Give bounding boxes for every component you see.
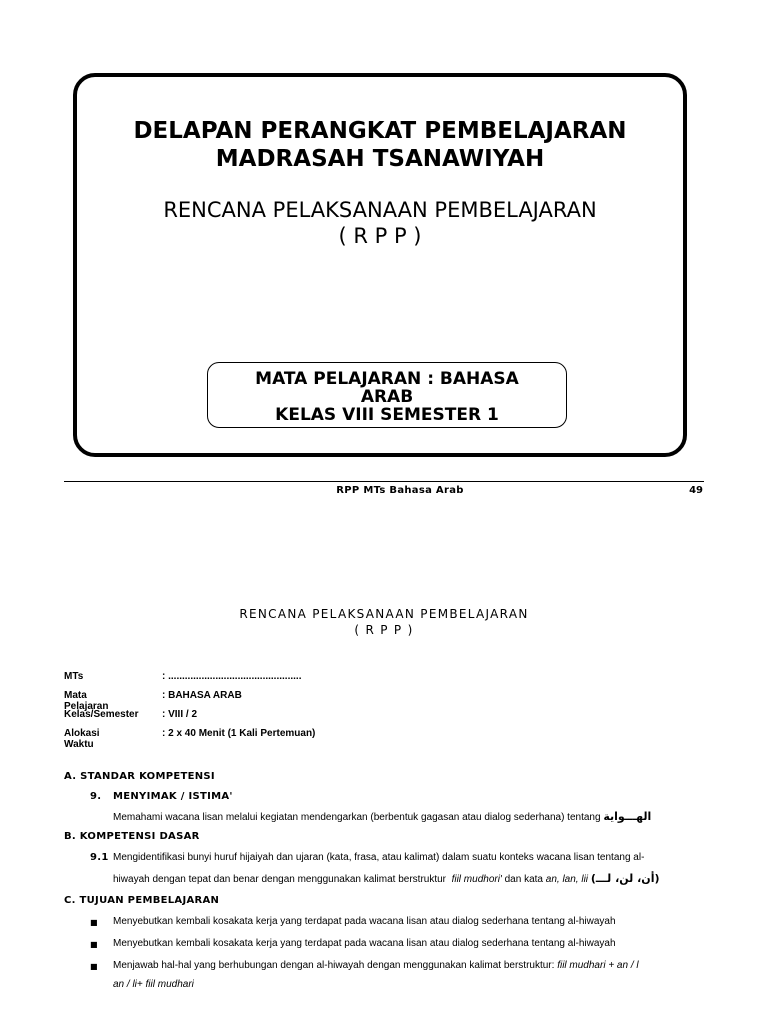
info-key: MTs (64, 671, 84, 682)
objective-item: Menyebutkan kembali kosakata kerja yang terdapat pada wacana lisan atau dialog sederhana tentang al-hiwayah (113, 916, 616, 927)
info-value: : VIII / 2 (162, 709, 198, 720)
footer-divider (64, 481, 704, 482)
section-b-term-an-lan: an, lan, lii (545, 874, 589, 885)
subject-line2: ARAB (360, 387, 414, 407)
document-title-line2: ( R P P ) (354, 623, 414, 637)
document-title-line1: RENCANA PELAKSANAAN PEMBELAJARAN (239, 607, 529, 621)
section-a-item-text (113, 810, 651, 823)
bullet-icon: ■ (90, 918, 98, 927)
section-a-heading: A. STANDAR KOMPETENSI (64, 771, 215, 782)
objective-item-text: Menjawab hal-hal yang berhubungan dengan al-hiwayah dengan menggunakan kalimat berstruktur: (113, 960, 555, 971)
section-b-text-kata: dan kata (504, 874, 543, 885)
page-number: 49 (689, 485, 703, 496)
cover-frame (73, 73, 687, 457)
footer-title: RPP MTs Bahasa Arab (336, 485, 464, 496)
section-b-heading: B. KOMPETENSI DASAR (64, 831, 200, 842)
section-b-item-line2 (113, 872, 660, 885)
info-value: : BAHASA ARAB (162, 690, 242, 701)
cover-title-line1: DELAPAN PERANGKAT PEMBELAJARAN (133, 118, 627, 144)
cover-title-line2: MADRASAH TSANAWIYAH (215, 146, 545, 172)
subject-line3: KELAS VIII SEMESTER 1 (275, 405, 499, 425)
section-b-item-number: 9.1 (90, 852, 109, 863)
section-a-arabic-term: الهـــواية (603, 810, 652, 823)
objective-item (113, 960, 639, 971)
section-a-text: Memahami wacana lisan melalui kegiatan mendengarkan (berbentuk gagasan atau dialog sederhana) tentang (113, 812, 601, 823)
document-title (0, 606, 768, 638)
section-a-item-number: 9. (90, 791, 102, 802)
section-b-item-line1: Mengidentifikasi bunyi huruf hijaiyah dan ujaran (kata, frasa, atau kalimat) dalam suatu konteks wacana lisan tentang al- (113, 852, 645, 863)
subject-box (207, 362, 567, 428)
bullet-icon: ■ (90, 940, 98, 949)
cover-subtitle-line1: RENCANA PELAKSANAAN PEMBELAJARAN (163, 198, 597, 222)
cover-subtitle (77, 197, 683, 249)
info-key: Alokasi Waktu (64, 728, 100, 750)
section-b-arabic-term: (أن، لن، لـــ) (590, 872, 660, 885)
info-value: : ................................................ (162, 671, 302, 682)
objective-item-structure: fiil mudhari + an / l (557, 960, 639, 971)
info-key: Mata Pelajaran (64, 690, 109, 712)
section-c-heading: C. TUJUAN PEMBELAJARAN (64, 895, 220, 906)
info-value: : 2 x 40 Menit (1 Kali Pertemuan) (162, 728, 316, 739)
section-a-item-title: MENYIMAK / ISTIMA' (113, 791, 233, 802)
objective-item-continuation: an / li+ fiil mudhari (113, 979, 194, 990)
subject-line1: MATA PELAJARAN : BAHASA (255, 369, 519, 389)
info-key: Kelas/Semester (64, 709, 139, 720)
section-b-term-fiil: fiil mudhori' (451, 874, 502, 885)
cover-title (77, 117, 683, 173)
objective-item: Menyebutkan kembali kosakata kerja yang terdapat pada wacana lisan atau dialog sederhana tentang al-hiwayah (113, 938, 616, 949)
section-b-text: hiwayah dengan tepat dan benar dengan menggunakan kalimat berstruktur (113, 874, 447, 885)
bullet-icon: ■ (90, 962, 98, 971)
cover-subtitle-line2: ( R P P ) (338, 224, 422, 248)
